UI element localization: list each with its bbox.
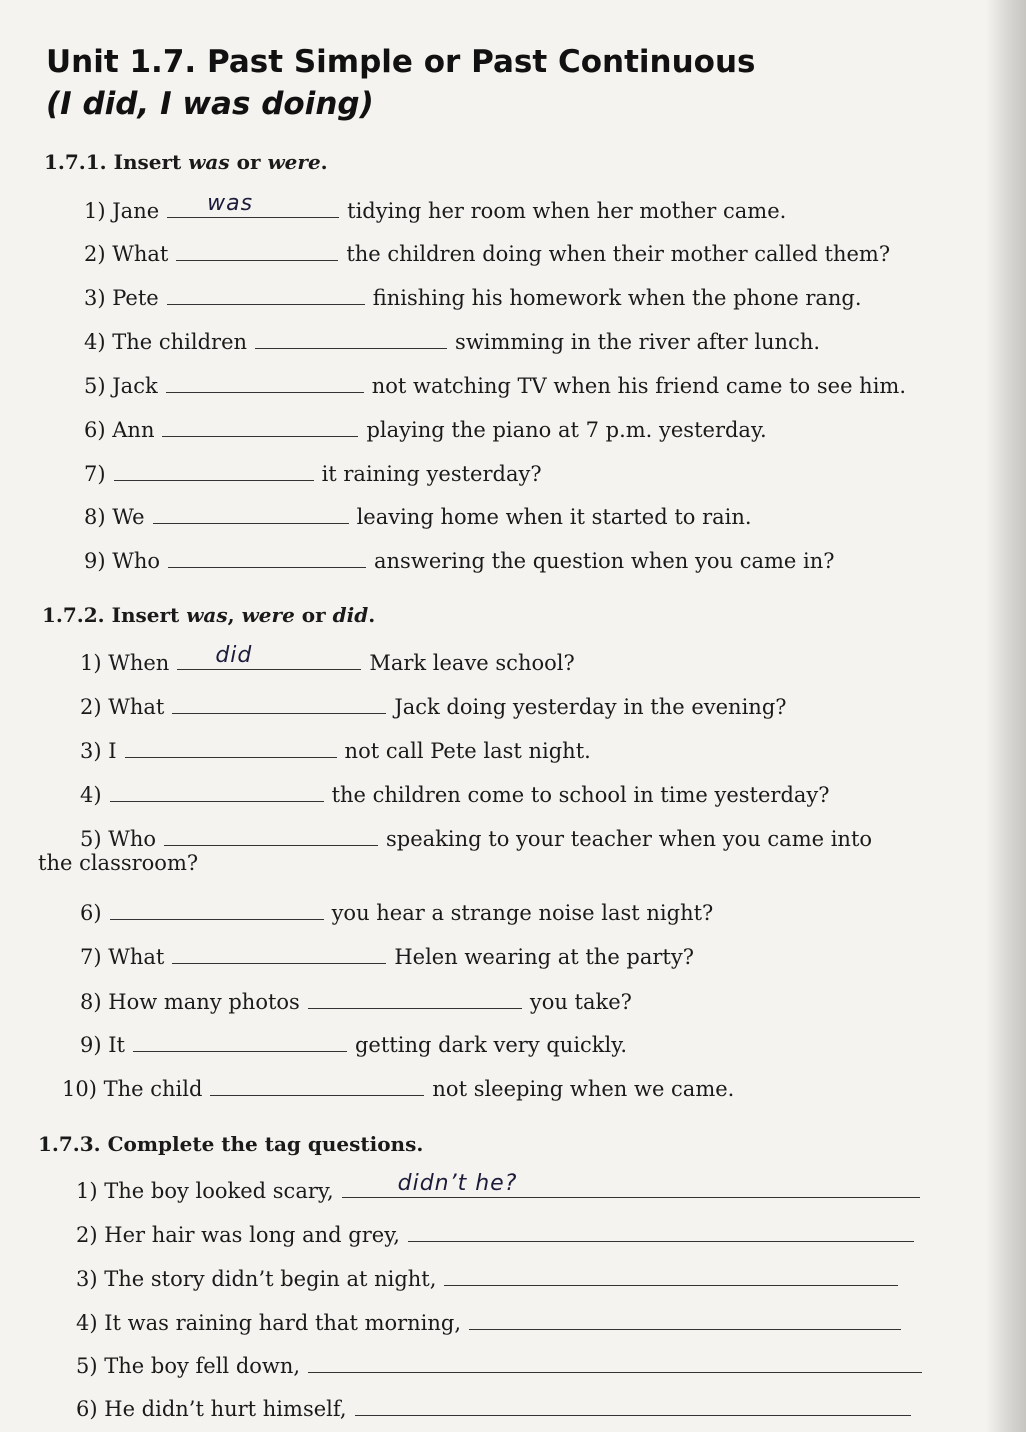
exercise-2-item-10: 10) The child not sleeping when we came. — [62, 1073, 734, 1101]
answer-blank[interactable] — [255, 326, 447, 349]
answer-blank[interactable] — [125, 735, 337, 758]
exercise-1-item-3: 3) Pete finishing his homework when the phone rang. — [84, 282, 862, 310]
answer-blank[interactable] — [166, 370, 364, 393]
answer-blank[interactable] — [342, 1171, 920, 1198]
section-2-heading: 1.7.2. Insert was, were or did. — [42, 603, 376, 627]
section-3-heading: 1.7.3. Complete the tag questions. — [38, 1132, 424, 1156]
exercise-1-item-6: 6) Ann playing the piano at 7 p.m. yesterday. — [84, 414, 767, 442]
answer-blank[interactable] — [110, 897, 324, 920]
answer-blank[interactable] — [167, 282, 365, 305]
exercise-2-item-6: 6) you hear a strange noise last night? — [80, 897, 713, 925]
exercise-2-item-5-continuation: the classroom? — [38, 851, 199, 875]
exercise-2-item-9: 9) It getting dark very quickly. — [80, 1029, 627, 1057]
exercise-3-item-4: 4) It was raining hard that morning, — [76, 1307, 909, 1335]
answer-blank[interactable] — [308, 986, 522, 1009]
answer-blank[interactable] — [177, 643, 361, 670]
section-1-heading: 1.7.1. Insert was or were. — [44, 150, 328, 174]
exercise-3-item-3: 3) The story didn’t begin at night, — [76, 1263, 906, 1291]
exercise-2-item-5: 5) Who speaking to your teacher when you came into — [80, 823, 872, 851]
answer-blank[interactable] — [176, 238, 338, 261]
unit-title: Unit 1.7. Past Simple or Past Continuous — [46, 44, 756, 80]
handwritten-answer: didn’t he? — [397, 1171, 518, 1196]
exercise-2-item-7: 7) What Helen wearing at the party? — [80, 941, 694, 969]
page-edge-shadow — [986, 0, 1026, 1432]
exercise-2-item-1: 1) When did Mark leave school? — [80, 643, 575, 675]
unit-subtitle: (I did, I was doing) — [46, 86, 374, 122]
exercise-1-item-7: 7) it raining yesterday? — [84, 458, 542, 486]
exercise-2-item-4: 4) the children come to school in time yesterday? — [80, 779, 830, 807]
exercise-1-item-4: 4) The children swimming in the river after lunch. — [84, 326, 820, 354]
answer-blank[interactable] — [133, 1029, 347, 1052]
answer-blank[interactable] — [114, 458, 314, 481]
answer-blank[interactable] — [469, 1307, 901, 1330]
exercise-3-item-2: 2) Her hair was long and grey, — [76, 1219, 922, 1247]
answer-blank[interactable] — [355, 1393, 911, 1416]
handwritten-answer: was — [207, 191, 254, 216]
answer-blank[interactable] — [168, 545, 366, 568]
answer-blank[interactable] — [172, 941, 386, 964]
answer-blank[interactable] — [153, 501, 349, 524]
exercise-1-item-9: 9) Who answering the question when you came in? — [84, 545, 835, 573]
exercise-1-item-8: 8) We leaving home when it started to rain. — [84, 501, 752, 529]
handwritten-answer: did — [215, 643, 253, 668]
exercise-3-item-6: 6) He didn’t hurt himself, — [76, 1393, 919, 1421]
answer-blank[interactable] — [167, 191, 339, 218]
exercise-1-item-2: 2) What the children doing when their mother called them? — [84, 238, 890, 266]
exercise-2-item-2: 2) What Jack doing yesterday in the evening? — [80, 691, 787, 719]
answer-blank[interactable] — [172, 691, 386, 714]
exercise-2-item-3: 3) I not call Pete last night. — [80, 735, 591, 763]
answer-blank[interactable] — [308, 1350, 922, 1373]
answer-blank[interactable] — [162, 414, 358, 437]
exercise-3-item-5: 5) The boy fell down, — [76, 1350, 930, 1378]
answer-blank[interactable] — [110, 779, 324, 802]
answer-blank[interactable] — [408, 1219, 914, 1242]
exercise-2-item-8: 8) How many photos you take? — [80, 986, 632, 1014]
exercise-1-item-1: 1) Jane was tidying her room when her mother came. — [84, 191, 787, 223]
exercise-1-item-5: 5) Jack not watching TV when his friend came to see him. — [84, 370, 906, 398]
answer-blank[interactable] — [444, 1263, 898, 1286]
answer-blank[interactable] — [164, 823, 378, 846]
answer-blank[interactable] — [210, 1073, 424, 1096]
exercise-3-item-1: 1) The boy looked scary, didn’t he? — [76, 1175, 928, 1203]
